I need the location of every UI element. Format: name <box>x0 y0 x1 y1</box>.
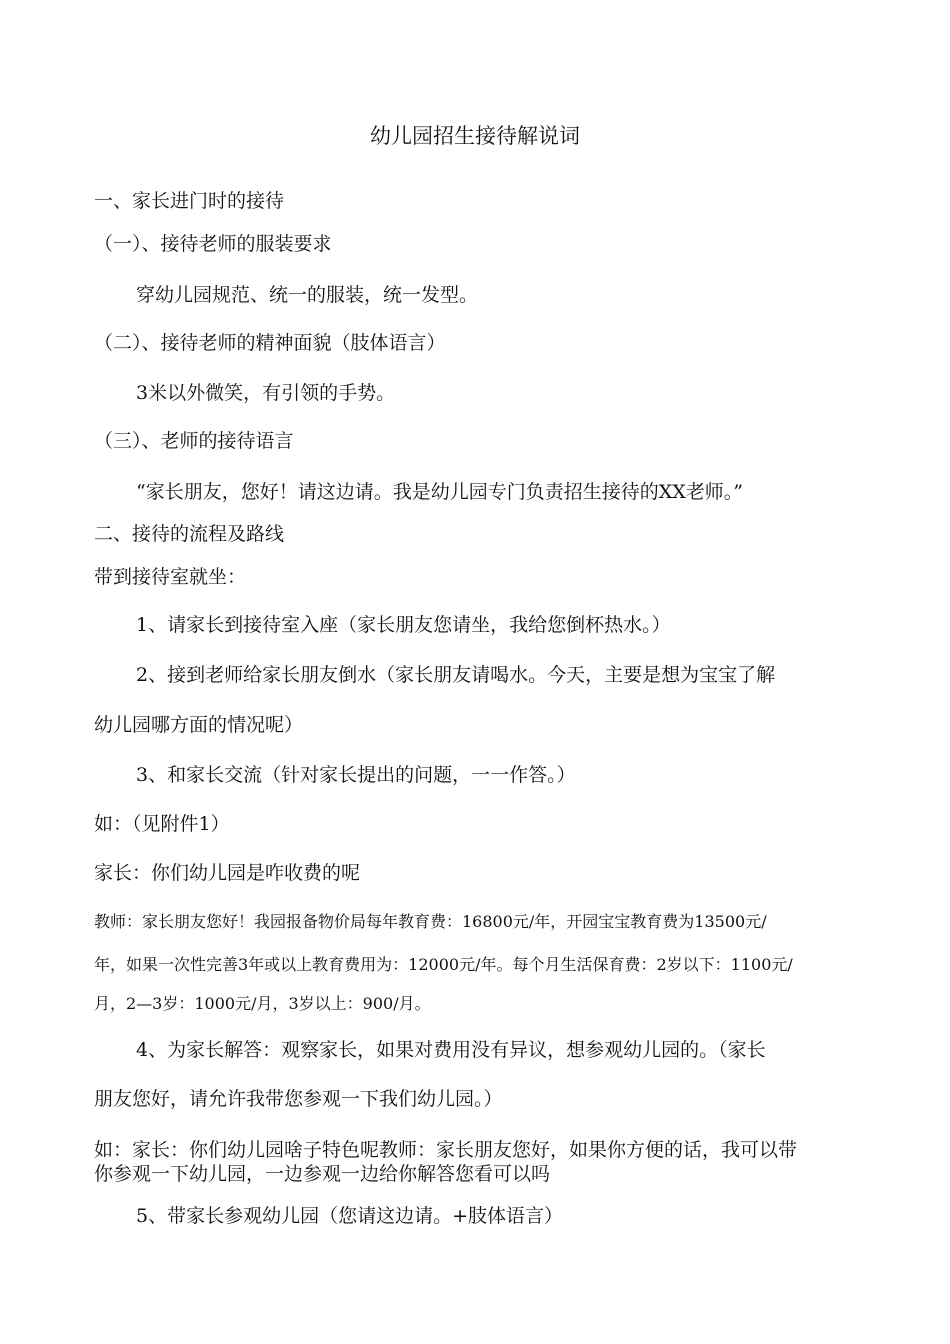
list-item: 2、接到老师给家长朋友倒水（家长朋友请喝水。今天，主要是想为宝宝了解 <box>136 664 776 686</box>
list-item-continuation: 朋友您好，请允许我带您参观一下我们幼儿园。） <box>94 1088 503 1110</box>
list-item: 3、和家长交流（针对家长提出的问题，一一作答。） <box>136 764 576 786</box>
paragraph: 带到接待室就坐： <box>94 566 247 588</box>
paragraph: 年，如果一次性完善3年或以上教育费用为：12000元/年。每个月生活保育费：2岁以下：1100元/ <box>94 955 793 974</box>
paragraph: 如：家长：你们幼儿园啥子特色呢教师：家长朋友您好，如果你方便的话，我可以带 <box>94 1139 798 1161</box>
section-heading-2: 二、接待的流程及路线 <box>94 523 285 545</box>
subsection-heading-3: （三）、老师的接待语言 <box>94 430 294 452</box>
paragraph: 你参观一下幼儿园，一边参观一边给你解答您看可以吗 <box>94 1163 551 1185</box>
paragraph: 穿幼儿园规范、统一的服装，统一发型。 <box>136 284 479 306</box>
page-title: 幼儿园招生接待解说词 <box>370 124 580 148</box>
paragraph: 3米以外微笑，有引领的手势。 <box>136 382 396 404</box>
paragraph: 如：（见附件1） <box>94 813 230 835</box>
paragraph: “家长朋友，您好！请这边请。我是幼儿园专门负责招生接待的XX老师。” <box>136 481 743 503</box>
subsection-heading-2: （二）、接待老师的精神面貌（肢体语言） <box>94 332 446 354</box>
paragraph: 家长：你们幼儿园是咋收费的呢 <box>94 862 361 884</box>
list-item: 4、为家长解答：观察家长，如果对费用没有异议，想参观幼儿园的。（家长 <box>136 1039 766 1061</box>
list-item: 5、带家长参观幼儿园（您请这边请。+肢体语言） <box>136 1205 564 1227</box>
section-heading-1: 一、家长进门时的接待 <box>94 190 285 212</box>
list-item-continuation: 幼儿园哪方面的情况呢） <box>94 714 304 736</box>
list-item: 1、请家长到接待室入座（家长朋友您请坐，我给您倒杯热水。） <box>136 614 671 636</box>
subsection-heading-1: （一）、接待老师的服装要求 <box>94 233 332 255</box>
paragraph: 教师：家长朋友您好！我园报备物价局每年教育费：16800元/年，开园宝宝教育费为13500元/ <box>94 912 767 931</box>
paragraph: 月，2—3岁：1000元/月，3岁以上：900/月。 <box>94 994 431 1013</box>
